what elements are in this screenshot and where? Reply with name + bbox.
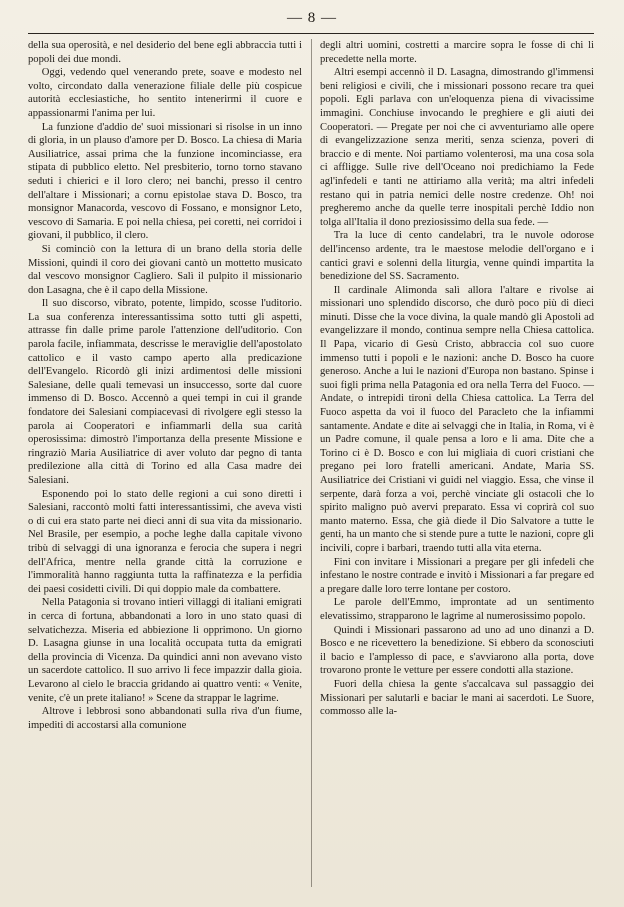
paragraph: Nella Patagonia si trovano intieri villaggi di italiani emigrati in cerca di fortuna, abbandonati a loro in uno stato quasi di selvatichezza. Miseria ed abbiezione li opprimono. Un giorno D. Lasagna giunse in una località occupata tutta da emigrati della provincia di Vicenza. Da quindici anni non avevano visto un sacerdote cattolico. Il suo arrivo li fece impazzir dalla gioia. Levarono al cielo le braccia gridando ai quattro venti: « Venite, venite, c'è un prete italiano! » Scene da strappar le lagrime. bbox=[28, 597, 302, 704]
paragraph: Fini con invitare i Missionari a pregare per gli infedeli che infestano le nostre contrade e invitò i Missionari a far pregare ed a pregare dalle loro terre lontane per costoro. bbox=[320, 556, 594, 595]
paragraph: Altrove i lebbrosi sono abbandonati sulla riva d'un fiume, impediti di accostarsi alla comunione bbox=[28, 706, 302, 731]
paragraph: Le parole dell'Emmo, improntate ad un sentimento elevatissimo, strapparono le lagrime al numerosissimo popolo. bbox=[320, 597, 594, 622]
paragraph: Esponendo poi lo stato delle regioni a cui sono diretti i Salesiani, raccontò molti fatti interessantissimi, che aveva visti o di cui era stato parte nei dieci anni di sua vita da missionario. Nel Brasile, per esempio, a poche leghe dalla capitale vivono tribù di selvaggi di una ignoranza e ferocia che supera i negri dell'Africa, mentre nella grande città la corruzione e l'immoralità hanno raggiunta tutta la raffinatezza e la perfidia dei paesi cosidetti civili. Di qui doppio male da combattere. bbox=[28, 488, 302, 595]
left-column bbox=[28, 39, 302, 732]
paragraph: Tra la luce di cento candelabri, tra le nuvole odorose dell'incenso ardente, tra le maestose melodie dell'organo e i cantici gravi e solenni della liturgia, venne quindi impartita la benedizione del SS. Sacramento. bbox=[320, 230, 594, 283]
paragraph: della sua operosità, e nel desiderio del bene egli abbraccia tutti i popoli dei due mondi. bbox=[28, 40, 302, 65]
paragraph: Fuori della chiesa la gente s'accalcava sul passaggio dei Missionari per salutarli e baciar le mani ai sacerdoti. Le Suore, commosso alle la- bbox=[320, 678, 594, 718]
right-column bbox=[320, 39, 594, 719]
page-number: — 8 — bbox=[287, 10, 337, 26]
paragraph: Oggi, vedendo quel venerando prete, soave e modesto nel volto, circondato dalla venerazione filiale delle più cospicue autorità ecclesiastiche, ho sentito intenerirmi il cuore e appassionarmi l'anima per lui. bbox=[28, 67, 302, 119]
header-rule bbox=[28, 33, 594, 34]
paragraph: Il cardinale Alimonda salì allora l'altare e rivolse ai missionari uno splendido discorso, che durò poco più di dieci minuti. Disse che la voce divina, la quale mandò gli Apostoli ad evangelizzare il mondo, continua sempre nella Chiesa cattolica. Il Papa, vicario di Gesù Cristo, abbraccia col suo cuore immenso tutti i popoli e le nazioni: anche D. Bosco ha cuore generoso. Anche a lui le nazioni d'Europa non bastano. Spinse i suoi figli prima nella Patagonia ed ora nella Terra del Fuoco. — Andate, o intrepidi tironi della Chiesa cattolica. La Terra del Fuoco aspetta da voi il fuoco del Paracleto che la infiammi santamente. Andate e dite ai selvaggi che in Italia, in Roma, vi è un Padre comune, il quale pensa a loro e li ama. Dite che a Torino ci è D. Bosco e con lui migliaia di cuori cristiani che pregano pei loro fratelli americani. Andate, Maria SS. Ausiliatrice dei Cristiani vi guidi nel viaggio. Essa, che vinse il serpente, darà forza a voi, perchè vinciate gli ostacoli che lo spirito maligno può avervi preparato. Essa vi coprirà col suo manto materno. Essa, che già diede il Dio Salvatore a tutte le genti, ha un manto che si stende pure a tutte le nazioni, copre gli incivili, copre i barbari, traendo tutti alla vita eterna. bbox=[320, 284, 594, 554]
paragraph: Altri esempi accennò il D. Lasagna, dimostrando gl'immensi beni religiosi e civili, che i missionari possono recare tra quei popoli. Egli parlava con un'eloquenza piena di vivacissime immagini. Conchiuse invocando le preghiere e gli aiuti dei Cooperatori. — Pregate per noi che ci avventuriamo alle opere di evangelizzazione senza meriti, senza scienza, poveri di braccio e di mente. Noi partiamo volenterosi, ma una cosa sola ci affligge. Sulle rive dell'Oceano noi predichiamo la Fede agl'infedeli e tanti ne attiriamo alla verità; ma altri infedeli restano qui in patria nemici delle nostre credenze. Oh! noi pregheremo anche da quelle terre inospitali perchè Iddio non tolga all'Italia il dono preziosissimo della sua fede. — bbox=[320, 67, 594, 228]
paragraph: degli altri uomini, costretti a marcire sopra le fosse di chi li precedette nella morte. bbox=[320, 40, 594, 65]
paragraph: Si cominciò con la lettura di un brano della storia delle Missioni, quindi il coro dei giovani cantò un mottetto musicato dal vescovo monsignor Cagliero. Salì il pulpito il missionario don Lasagna, che è il capo della Missione. bbox=[28, 243, 302, 296]
paragraph: Quindi i Missionari passarono ad uno ad uno dinanzi a D. Bosco e ne ricevettero la benedizione. Si ebbero da sconosciuti il bacio e l'amplesso di pace, e s'avviarono alla porta, dove trovarono pronte le vetture per essere condotti alla stazione. bbox=[320, 624, 594, 677]
paragraph: Il suo discorso, vibrato, potente, limpido, scosse l'uditorio. La sua conferenza interessantissima sotto tutti gli aspetti, attrasse fin dalle prime parole l'attenzione dell'uditorio. Con parola facile, infiammata, descrisse le meraviglie dell'apostolato cattolico e il vasto campo aperto alla predicazione dell'Evangelo. Ricordò gli inizi ardimentosi delle missioni Salesiane, delle quali temevasi un insuccesso, sorte dal cuore immenso di D. Bosco. Accennò a quei tempi in cui il grande fondatore dei Salesiani compiacevasi di rivolgere egli stesso la parola ai Cooperatori e infiammarli della sua carità operosissima: dimostrò l'importanza della presente Missione e ringraziò Maria Ausiliatrice di aver voluto dar pegno di tanta predilezione alla città di Torino ed alla Casa madre dei Salesiani. bbox=[28, 298, 302, 486]
paragraph: La funzione d'addio de' suoi missionari si risolse in un inno di gloria, in un plauso d'amore per D. Bosco. La chiesa di Maria Ausiliatrice, assai prima che la funzione incominciasse, era stipata di pubblico eletto. Nel presbiterio, torno torno stavano seduti i chierici e il loro clero; nei banchi, presso il centro dell'altare i Missionari; a cornu epistolae stava D. Bosco, tra monsignor Manacorda, vescovo di Fossano, e monsignor Leto, vescovo di Samaria. E poi nella chiesa, pei coretti, nei corridoi i giovani, il pubblico, il clero. bbox=[28, 121, 302, 242]
column-divider bbox=[311, 39, 312, 887]
